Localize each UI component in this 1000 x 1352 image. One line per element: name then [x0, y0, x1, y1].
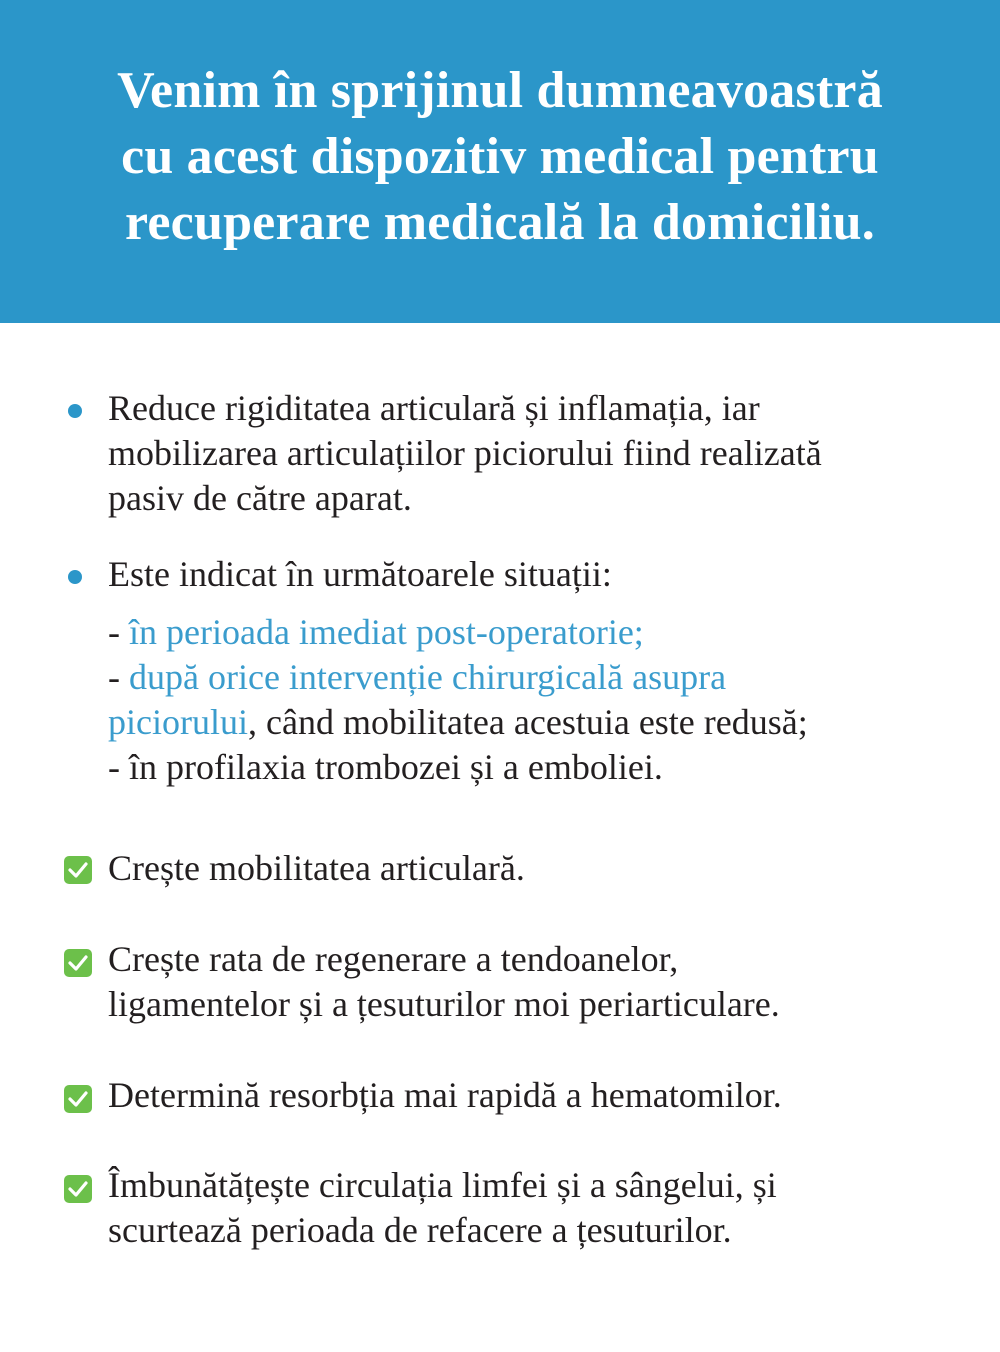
bullet-text-line: pasiv de către aparat. [108, 478, 412, 518]
checkbox-checked-icon [64, 856, 92, 884]
indication-dash: - [108, 612, 129, 652]
benefit-text-line: Îmbunătățește circulația limfei și a sângelui, și [108, 1165, 777, 1205]
bullet-dot-icon [68, 570, 82, 584]
benefit-regeneration [108, 937, 968, 1027]
indication-postop [108, 610, 968, 655]
checkbox-checked-icon [64, 1085, 92, 1113]
indication-thrombosis: - în profilaxia trombozei și a emboliei. [108, 747, 663, 787]
benefit-text-line: Crește rata de regenerare a tendoanelor, [108, 939, 679, 979]
bullet-dot-icon [68, 404, 82, 418]
indications-intro: Este indicat în următoarele situații: [108, 554, 612, 594]
bullet-text-line: Reduce rigiditatea articulară și inflamația, iar [108, 388, 760, 428]
benefit-mobility [108, 846, 968, 891]
indications-list [108, 610, 968, 790]
title-line-1: Venim în sprijinul dumneavoastră [117, 62, 883, 119]
content-body [0, 323, 1000, 1352]
benefit-hematoma [108, 1073, 968, 1118]
indication-surgery [108, 655, 968, 700]
checkbox-checked-icon [64, 1175, 92, 1203]
benefit-circulation [108, 1163, 968, 1253]
title-line-3: recuperare medicală la domiciliu. [125, 194, 875, 251]
bullet-text-line: mobilizarea articulațiilor piciorului fiind realizată [108, 433, 822, 473]
benefit-text-line: Crește mobilitatea articulară. [108, 848, 525, 888]
checkbox-checked-icon [64, 949, 92, 977]
indication-surgery-cont [108, 700, 968, 745]
bullet-item-reduce [108, 386, 968, 521]
indication-postop-text: în perioada imediat post-operatorie; [129, 612, 644, 652]
indication-surgery-text: după orice intervenție chirurgicală asupra [129, 657, 727, 697]
indication-dash: - [108, 657, 129, 697]
benefit-text-line: ligamentelor și a țesuturilor moi periarticulare. [108, 984, 780, 1024]
benefit-text-line: Determină resorbția mai rapidă a hematomilor. [108, 1075, 782, 1115]
title-line-2: cu acest dispozitiv medical pentru [121, 128, 879, 185]
indication-surgery-rest: , când mobilitatea acestuia este redusă; [247, 702, 808, 742]
header-banner [0, 0, 1000, 323]
page-title [0, 58, 1000, 256]
benefit-text-line: scurtează perioada de refacere a țesuturilor. [108, 1210, 732, 1250]
indication-surgery-highlight: piciorului [108, 702, 248, 742]
bullet-item-indications [108, 552, 968, 597]
